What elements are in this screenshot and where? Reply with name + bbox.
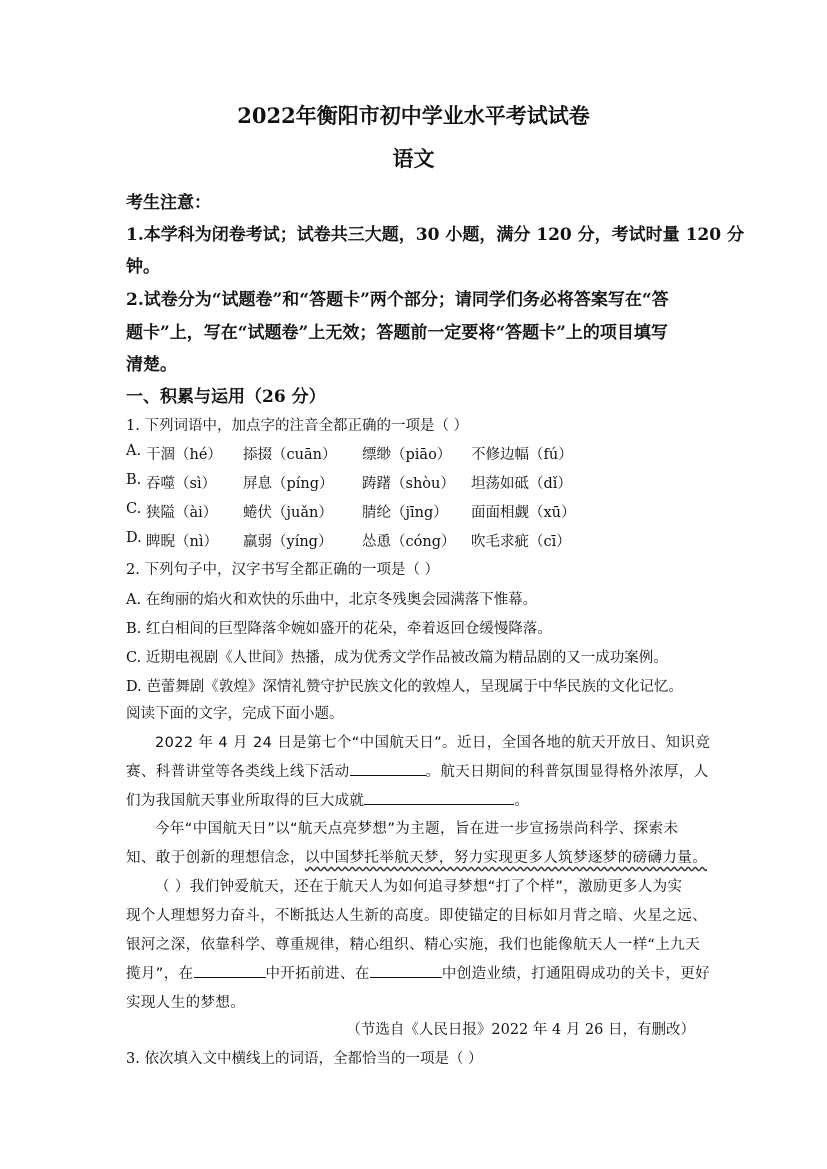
q2-option-c: C. 近期电视剧《人世间》热播，成为优秀文学作品被改篇为精品剧的又一成功案例。: [126, 650, 668, 666]
answer-blank: [364, 790, 514, 805]
passage-p3-line2: 现个人理想努力奋斗，不断抵达人生新的高度。即使锚定的目标如月背之暗、火星之远、: [126, 908, 708, 924]
option-word: 怂恿（cóng）: [362, 534, 456, 550]
option-label: C.: [126, 501, 142, 517]
answer-blank: [370, 963, 442, 978]
passage-text: 中创造业绩，打通阻碍成功的关卡，更好: [441, 966, 711, 982]
option-word: 腈纶（jīng）: [362, 505, 448, 521]
option-word: 缥缈（piāo）: [362, 447, 452, 463]
option-label: A.: [126, 443, 142, 459]
answer-blank: [350, 761, 426, 776]
passage-p1-line1: 2022 年 4 月 24 日是第七个“中国航天日”。近日，全国各地的航天开放日、知识竞: [155, 735, 711, 751]
q1-stem: 1. 下列词语中，加点字的注音全都正确的一项是（ ）: [126, 418, 469, 434]
answer-blank: [194, 963, 266, 978]
option-word: 羸弱（yíng）: [243, 534, 333, 550]
passage-p2-line2: [126, 846, 707, 867]
notice-item1-line1: 1.本学科为闭卷考试；试卷共三大题，30 小题，满分 120 分，考试时量 120 分: [126, 225, 744, 245]
option-label: B.: [126, 472, 142, 488]
passage-p3-line5: 实现人生的梦想。: [126, 995, 246, 1011]
option-word: 面面相觑（xū）: [471, 505, 576, 521]
q2-option-b: B. 红白相间的巨型降落伞婉如盛开的花朵，牵着返回仓缓慢降落。: [126, 621, 552, 637]
option-word: 坦荡如砥（dǐ）: [471, 476, 572, 492]
reading-intro: 阅读下面的文字，完成下面小题。: [126, 706, 344, 722]
option-word: 狭隘（ài）: [146, 505, 218, 521]
subject-title: 语文: [392, 146, 435, 171]
q2-stem: 2. 下列句子中，汉字书写全都正确的一项是（ ）: [126, 562, 440, 578]
passage-p2-line1: 今年“中国航天日”以“航天点亮梦想”为主题，旨在进一步宣扬崇尚科学、探索未: [155, 821, 679, 837]
passage-p3-line3: 银河之深，依靠科学、尊重规律，精心组织、精心实施，我们也能像航天人一样“上九天: [126, 937, 701, 953]
option-word: 掭掇（cuān）: [243, 447, 337, 463]
passage-text: 知、敢于创新的理想信念，: [126, 850, 305, 866]
q2-option-a: A. 在绚丽的焰火和欢快的乐曲中，北京冬残奥会园满落下惟幕。: [126, 592, 538, 608]
section1-heading: 一、积累与运用（26 分）: [126, 387, 326, 407]
option-word: 蜷伏（juǎn）: [243, 505, 333, 521]
option-word: 踌躇（shòu）: [362, 476, 455, 492]
q2-option-d: D. 芭蕾舞剧《敦煌》深情礼赞守护民族文化的敦煌人，呈现属于中华民族的文化记忆。: [126, 679, 683, 695]
passage-source: （节选自《人民日报》2022 年 4 月 26 日，有删改）: [346, 1022, 695, 1038]
option-word: 吞噬（sì）: [146, 476, 217, 492]
notice-item2-line2: 题卡”上，写在“试题卷”上无效；答题前一定要将“答题卡”上的项目填写: [126, 323, 668, 343]
option-word: 屏息（píng）: [243, 476, 334, 492]
notice-item2-line3: 清楚。: [126, 355, 177, 375]
option-word: 吹毛求疵（cī）: [471, 534, 571, 550]
option-label: D.: [126, 530, 142, 546]
passage-text: 。航天日期间的科普氛围显得格外浓厚，人: [425, 764, 709, 780]
passage-text: 。: [514, 793, 530, 809]
option-word: 干涸（hé）: [146, 447, 222, 463]
notice-item1-line2: 钟。: [126, 257, 160, 277]
passage-text: 们为我国航天事业所取得的巨大成就: [126, 793, 365, 809]
wavy-underlined-sentence: 以中国梦托举航天梦，努力实现更多人筑梦逐梦的磅礴力量。: [304, 850, 708, 866]
option-word: 睥睨（nì）: [146, 534, 218, 550]
passage-p1-line2: [126, 760, 709, 781]
q3-stem: 3. 依次填入文中横线上的词语，全都恰当的一项是（ ）: [126, 1051, 483, 1067]
passage-text: 揽月”，在: [126, 966, 194, 982]
exam-title: 2022年衡阳市初中学业水平考试试卷: [237, 103, 590, 128]
passage-p3-line4: [126, 962, 710, 983]
notice-item2-line1: 2.试卷分为“试题卷”和“答题卡”两个部分；请同学们务必将答案写在“答: [126, 290, 669, 310]
notice-heading: 考生注意：: [126, 193, 211, 213]
passage-p1-line3: [126, 789, 529, 810]
option-word: 不修边幅（fú）: [471, 447, 573, 463]
passage-text: 中开拓前进、在: [265, 966, 370, 982]
passage-text: 赛、科普讲堂等各类线上线下活动: [126, 764, 350, 780]
passage-p3-line1: （ ）我们钟爱航天，还在于航天人为如何追寻梦想“打了个样”，激励更多人为实: [155, 879, 683, 895]
